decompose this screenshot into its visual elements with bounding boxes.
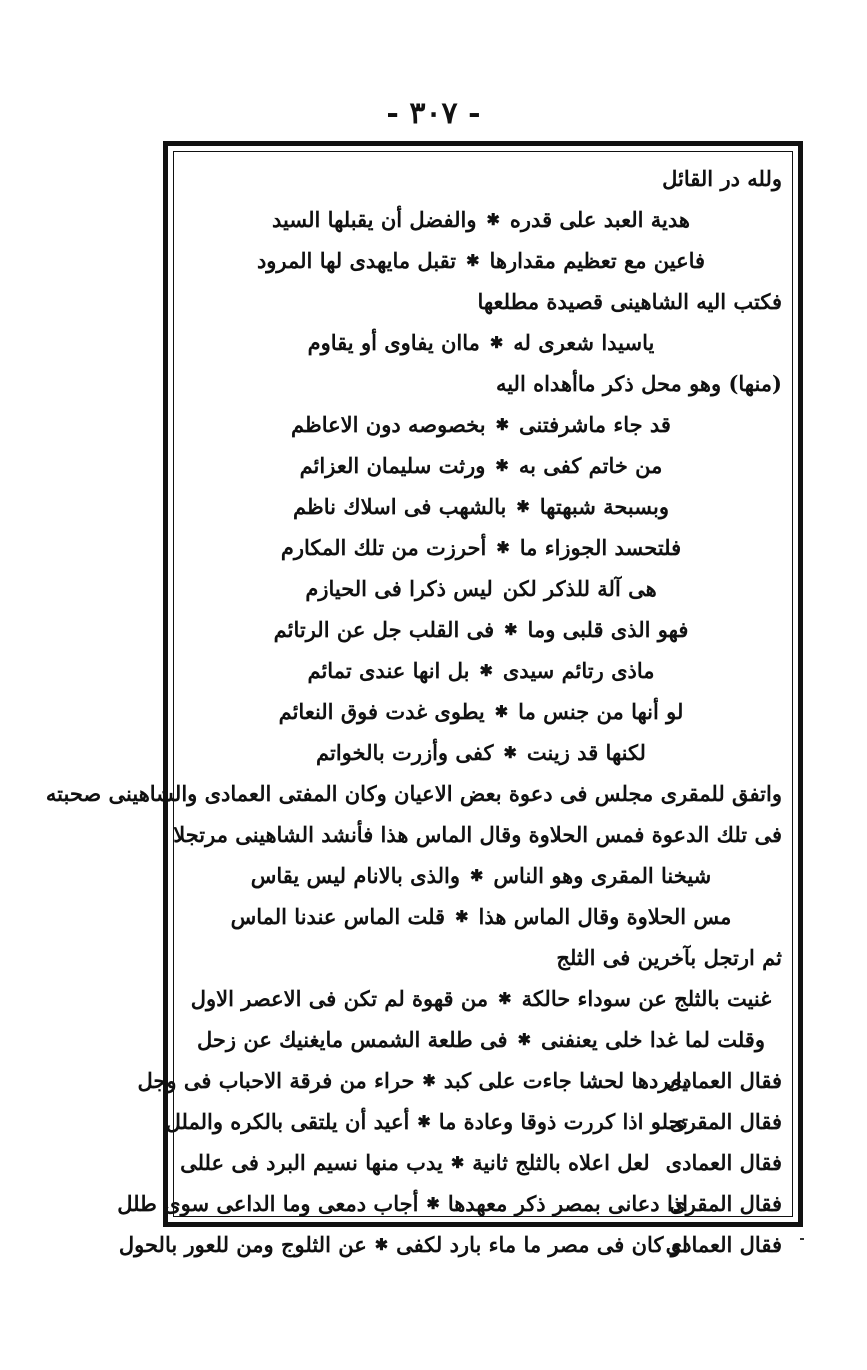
verse-line bbox=[180, 445, 782, 486]
speaker-label: فقال العمادى bbox=[665, 1150, 782, 1175]
first-hemistich: لو أنها من جنس ما bbox=[518, 699, 684, 724]
second-hemistich: والفضل أن يقبلها السيد bbox=[272, 207, 477, 232]
first-hemistich: وبسبحة شبهتها bbox=[539, 494, 669, 519]
second-hemistich: كفى وأزرت بالخواتم bbox=[316, 740, 494, 765]
hemistich-separator: ✱ bbox=[417, 1112, 431, 1131]
verse-line bbox=[180, 896, 782, 937]
dialog-verse-line bbox=[165, 1101, 782, 1142]
second-hemistich: من قهوة لم تكن فى الاعصر الاول bbox=[190, 986, 489, 1011]
second-hemistich: أعيد أن يلتقى بالكره والملل bbox=[165, 1109, 410, 1134]
first-hemistich: فهو الذى قلبى وما bbox=[527, 617, 689, 642]
hemistich-separator: ✱ bbox=[498, 989, 512, 1008]
first-hemistich: هدية العبد على قدره bbox=[509, 207, 690, 232]
first-hemistich: من خاتم كفى به bbox=[518, 453, 663, 478]
first-hemistich: غنيت بالثلج عن سوداء حالكة bbox=[521, 986, 772, 1011]
first-hemistich: قد جاء ماشرفتنى bbox=[518, 412, 671, 437]
first-hemistich: اذا دعانى بمصر ذكر معهدها bbox=[447, 1191, 688, 1216]
verse-line bbox=[180, 1019, 782, 1060]
hemistich-separator: ✱ bbox=[426, 1194, 440, 1213]
verse-line bbox=[180, 404, 782, 445]
second-hemistich: أجاب دمعى وما الداعى سوى طلل bbox=[117, 1191, 419, 1216]
prose-line: (منها) وهو محل ذكر ماأهداه اليه bbox=[495, 371, 782, 396]
hemistich-separator: ✱ bbox=[374, 1235, 389, 1254]
first-hemistich: لو كان فى مصر ما ماء بارد لكفى bbox=[396, 1232, 688, 1257]
first-hemistich: وقلت لما غدا خلى يعنفنى bbox=[541, 1027, 765, 1052]
hemistich-separator: ✱ bbox=[455, 907, 469, 926]
first-hemistich: تحلو اذا كررت ذوقا وعادة ما bbox=[438, 1109, 688, 1134]
hemistich-separator: ✱ bbox=[489, 333, 504, 352]
prose-line: ثم ارتجل بآخرين فى الثلج bbox=[556, 945, 782, 970]
second-hemistich: فى القلب جل عن الرتائم bbox=[273, 617, 495, 642]
second-hemistich: ليس ذكرا فى الحيازم bbox=[305, 576, 493, 601]
verse-text bbox=[180, 1142, 650, 1183]
dialog-verse-line bbox=[117, 1183, 782, 1224]
verse-line bbox=[180, 732, 782, 773]
verse-line bbox=[180, 650, 782, 691]
hemistich-separator: ✱ bbox=[494, 702, 509, 721]
second-hemistich: فى طلعة الشمس مايغنيك عن زحل bbox=[197, 1027, 508, 1052]
verse-text bbox=[117, 1183, 688, 1224]
bottom-mark bbox=[800, 1238, 804, 1240]
hemistich-separator: ✱ bbox=[479, 661, 493, 680]
verse-line bbox=[180, 240, 782, 281]
hemistich-separator: ✱ bbox=[422, 1071, 436, 1090]
speaker-label: فقال المقرى bbox=[669, 1109, 782, 1134]
verse-text bbox=[138, 1060, 688, 1101]
second-hemistich: تقبل مايهدى لها المرود bbox=[256, 248, 457, 273]
second-hemistich: بل انها عندى تمائم bbox=[307, 658, 470, 683]
verse-text bbox=[119, 1224, 688, 1265]
verse-line bbox=[180, 609, 782, 650]
second-hemistich: أحرزت من تلك المكارم bbox=[280, 535, 487, 560]
second-hemistich: بالشهب فى اسلاك ناظم bbox=[293, 494, 507, 519]
second-hemistich: ماان يفاوى أو يقاوم bbox=[307, 330, 480, 355]
first-hemistich: لعل اعلاه بالثلج ثانية bbox=[472, 1150, 650, 1175]
verse-line bbox=[180, 855, 782, 896]
verse-line bbox=[180, 527, 782, 568]
second-hemistich: حراء من فرقة الاحباب فى وجل bbox=[137, 1068, 415, 1093]
dialog-verse-line bbox=[137, 1060, 782, 1101]
verse-line bbox=[180, 322, 782, 363]
dialog-verse-line bbox=[180, 1142, 782, 1183]
verse-line bbox=[180, 568, 782, 609]
hemistich-separator: ✱ bbox=[470, 866, 484, 885]
first-hemistich: هى آلة للذكر لكن bbox=[502, 576, 657, 601]
hemistich-separator: ✱ bbox=[466, 251, 480, 270]
second-hemistich: بخصوصه دون الاعاظم bbox=[291, 412, 486, 437]
prose-line: فكتب اليه الشاهينى قصيدة مطلعها bbox=[477, 289, 782, 314]
second-hemistich: يدب منها نسيم البرد فى عللى bbox=[180, 1150, 443, 1175]
hemistich-separator: ✱ bbox=[486, 210, 500, 229]
first-hemistich: لكنها قد زينت bbox=[526, 740, 646, 765]
dialog-verse-line bbox=[118, 1224, 782, 1265]
prose-line: ولله در القائل bbox=[662, 166, 782, 191]
verse-text bbox=[166, 1101, 688, 1142]
hemistich-separator: ✱ bbox=[517, 1030, 531, 1049]
hemistich-separator: ✱ bbox=[495, 456, 509, 475]
first-hemistich: فلتحسد الجوزاء ما bbox=[519, 535, 682, 560]
first-hemistich: ماذى رتائم سيدى bbox=[502, 658, 655, 683]
hemistich-separator: ✱ bbox=[496, 538, 510, 557]
hemistich-separator: ✱ bbox=[516, 497, 530, 516]
second-hemistich: والذى بالانام ليس يقاس bbox=[250, 863, 460, 888]
second-hemistich: عن الثلوج ومن للعور بالحول bbox=[118, 1232, 367, 1257]
second-hemistich: قلت الماس عندنا الماس bbox=[230, 904, 446, 929]
speaker-label: فقال العمادى bbox=[665, 1232, 782, 1257]
verse-line bbox=[180, 691, 782, 732]
verse-line bbox=[180, 486, 782, 527]
first-hemistich: فاعين مع تعظيم مقدارها bbox=[489, 248, 706, 273]
first-hemistich: شيخنا المقرى وهو الناس bbox=[493, 863, 712, 888]
hemistich-separator: ✱ bbox=[450, 1153, 465, 1172]
prose-line: واتفق للمقرى مجلس فى دعوة بعض الاعيان وكان المفتى العمادى والشاهينى صحبته bbox=[45, 781, 782, 806]
second-hemistich: ورثت سليمان العزائم bbox=[299, 453, 486, 478]
speaker-label: فقال المقرى bbox=[669, 1191, 782, 1216]
page-number: - ٣٠٧ - bbox=[386, 96, 481, 131]
hemistich-separator: ✱ bbox=[503, 743, 517, 762]
first-hemistich: يابردها لحشا جاءت على كبد bbox=[443, 1068, 688, 1093]
prose-line: فى تلك الدعوة فمس الحلاوة وقال الماس هذا فأنشد الشاهينى مرتجلا bbox=[173, 822, 782, 847]
verse-line bbox=[180, 978, 782, 1019]
page-text bbox=[45, 158, 782, 1265]
first-hemistich: ياسيدا شعرى له bbox=[513, 330, 655, 355]
second-hemistich: يطوى غدت فوق النعائم bbox=[278, 699, 485, 724]
hemistich-separator: ✱ bbox=[504, 620, 518, 639]
hemistich-separator: ✱ bbox=[495, 415, 509, 434]
first-hemistich: مس الحلاوة وقال الماس هذا bbox=[478, 904, 732, 929]
verse-line bbox=[180, 199, 782, 240]
speaker-label: فقال العمادى bbox=[665, 1068, 782, 1093]
